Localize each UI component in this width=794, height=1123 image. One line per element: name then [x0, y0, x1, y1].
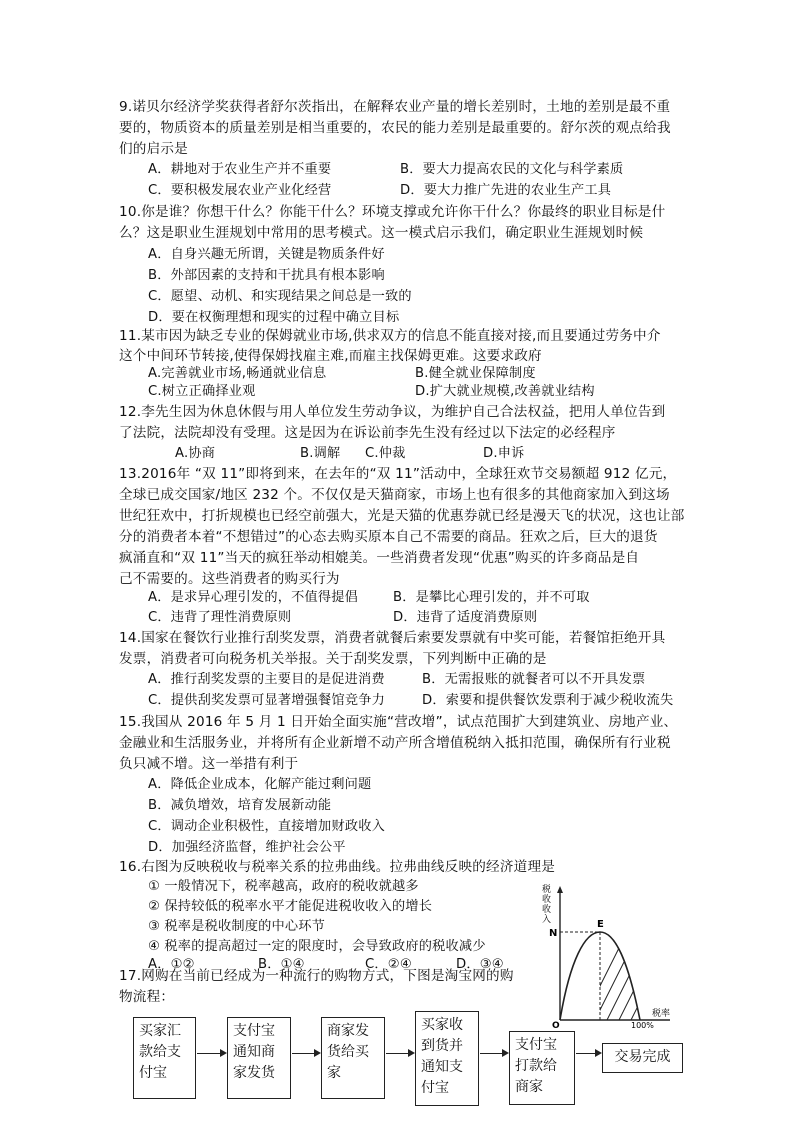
q13-stem-line: 世纪狂欢中，打折规模也已经空前强大，光是天猫的优惠券就已经是漫天飞的状况，这也让部: [119, 508, 685, 524]
q10-stem-line: 10.你是谁？你想干什么？你能干什么？环境支撑或允许你干什么？你最终的职业目标是什: [119, 204, 666, 220]
q13-stem-line: 全球已成交国家/地区 232 个。不仅仅是天猫商家，市场上也有很多的其他商家加入到这场: [119, 487, 670, 503]
q13-option-c: C．违背了理性消费原则: [148, 610, 292, 625]
q16-option-c: C．②④: [365, 957, 412, 972]
q16-statement-3: ③ 税率是税收制度的中心环节: [148, 919, 326, 934]
flow-arrow: [197, 1053, 225, 1054]
q13-stem-line: 己不需要的。这些消费者的购买行为: [119, 571, 340, 587]
q11-option-c: C.树立正确择业观: [148, 384, 256, 399]
q17-stem-line: 17.网购在当前已经成为一种流行的购物方式，下图是淘宝网的购: [119, 968, 514, 984]
origin-label: O: [552, 1021, 560, 1030]
flow-step-6: 交易完成: [602, 1043, 683, 1073]
y-axis-arrow: [557, 886, 563, 893]
q10-option-d: D．要在权衡理想和现实的过程中确立目标: [148, 310, 400, 325]
q14-option-a: A．推行刮奖发票的主要目的是促进消费: [148, 672, 385, 687]
q14-stem-line: 发票，消费者可向税务机关举报。关于刮奖发票，下列判断中正确的是: [119, 651, 547, 667]
q16-option-b: B．①④: [258, 957, 305, 972]
q15-option-b: B．减负增效，培育发展新动能: [148, 798, 332, 813]
flow-arrow: [480, 1053, 507, 1054]
q17-stem-line: 物流程：: [119, 989, 175, 1005]
q16-option-a: A．①②: [148, 957, 195, 972]
q16-stem-line: 16.右图为反映税收与税率关系的拉弗曲线。拉弗曲线反映的经济道理是: [119, 859, 556, 875]
q9-option-c: C．要积极发展农业产业化经营: [148, 183, 332, 198]
q10-stem-line: 么？这是职业生涯规划中常用的思考模式。这一模式启示我们，确定职业生涯规划时候: [119, 225, 644, 241]
q12-option-b: B.调解: [300, 446, 341, 461]
q14-option-b: B．无需报账的就餐者可以不开具发票: [422, 672, 646, 687]
q12-option-a: A.协商: [175, 446, 216, 461]
q11-option-a: A.完善就业市场,畅通就业信息: [148, 366, 327, 381]
q14-option-d: D．索要和提供餐饮发票利于减少税收流失: [422, 693, 674, 708]
flow-step-4: 买家收到货并通知支付宝: [415, 1011, 479, 1106]
x-max-label: 100%: [631, 1021, 654, 1030]
q9-stem-line: 要的，物质资本的质量差别是相当重要的，农民的能力差别是最重要的。舒尔茨的观点给我: [119, 120, 671, 136]
x-axis-label: 税率: [652, 1009, 671, 1019]
q16-statement-1: ① 一般情况下，税率越高，政府的税收就越多: [148, 879, 419, 894]
q10-option-b: B．外部因素的支持和干扰具有根本影响: [148, 268, 385, 283]
q9-option-d: D．要大力推广先进的农业生产工具: [400, 183, 612, 198]
flow-arrow: [292, 1053, 319, 1054]
q16-statement-4: ④ 税率的提高超过一定的限度时，会导致政府的税收减少: [148, 939, 486, 954]
q9-option-a: A．耕地对于农业生产并不重要: [148, 162, 332, 177]
q11-stem-line: 这个中间环节转接,使得保姆找雇主难,而雇主找保姆更难。这要求政府: [119, 348, 542, 364]
flow-arrow: [576, 1053, 600, 1054]
q13-option-a: A．是求异心理引发的，不值得提倡: [148, 590, 359, 605]
q13-stem-line: 13.2016年 “双 11”即将到来，在去年的“双 11”活动中，全球狂欢节交易额超 912 亿元，: [119, 466, 677, 482]
y-axis-label-char: 入: [542, 915, 552, 925]
q11-stem-line: 11.某市因为缺乏专业的保姆就业市场,供求双方的信息不能直接对接,而且要通过劳务中介: [119, 328, 661, 344]
q13-stem-line: 分的消费者本着“不想错过”的心态去购买原本自己不需要的商品。狂欢之后，巨大的退货: [119, 529, 658, 545]
q13-stem-line: 疯涌直和“双 11”当天的疯狂举动相媲美。一些消费者发现“优惠”购买的许多商品是自: [119, 550, 640, 566]
q15-option-d: D．加强经济监督，维护社会公平: [148, 840, 346, 855]
q12-option-d: D.申诉: [483, 446, 525, 461]
q14-stem-line: 14.国家在餐饮行业推行刮奖发票，消费者就餐后索要发票就有中奖可能，若餐馆拒绝开具: [119, 630, 666, 646]
n-label: N: [549, 928, 558, 939]
q15-stem-line: 15.我国从 2016 年 5 月 1 日开始全面实施“营改增”，试点范围扩大到建筑业、房地产业、: [119, 714, 678, 730]
laffer-curve: [560, 932, 640, 1020]
y-axis-label-char: 税: [542, 885, 552, 895]
flow-step-1: 买家汇款给支付宝: [133, 1017, 196, 1099]
q10-option-a: A．自身兴趣无所谓，关键是物质条件好: [148, 247, 385, 262]
flow-arrow: [386, 1053, 413, 1054]
flow-step-2: 支付宝通知商家发货: [227, 1017, 291, 1099]
q16-statement-2: ② 保持较低的税率水平才能促进税收收入的增长: [148, 899, 433, 914]
q15-stem-line: 金融业和生活服务业，并将所有企业新增不动产所含增值税纳入抵扣范围，确保所有行业税: [119, 735, 671, 751]
q12-option-c: C.仲裁: [365, 446, 406, 461]
q15-option-a: A．降低企业成本，化解产能过剩问题: [148, 777, 372, 792]
q15-option-c: C．调动企业积极性，直接增加财政收入: [148, 819, 385, 834]
laffer-curve-figure: [540, 880, 680, 1030]
flow-step-5: 支付宝打款给商家: [509, 1031, 575, 1105]
q10-option-c: C．愿望、动机、和实现结果之间总是一致的: [148, 289, 412, 304]
q9-stem-line: 们的启示是: [119, 141, 188, 157]
q12-stem-line: 了法院，法院却没有受理。这是因为在诉讼前李先生没有经过以下法定的必经程序: [119, 425, 616, 441]
q13-option-d: D．违背了适度消费原则: [393, 610, 538, 625]
flow-step-3: 商家发货给买家: [321, 1017, 385, 1099]
q13-option-b: B．是攀比心理引发的，并不可取: [393, 590, 590, 605]
q14-option-c: C．提供刮奖发票可显著增强餐馆竞争力: [148, 693, 385, 708]
q11-option-d: D.扩大就业规模,改善就业结构: [415, 384, 595, 399]
e-label: E: [597, 919, 604, 930]
y-axis-label-char: 收: [542, 905, 552, 915]
q9-option-b: B．要大力提高农民的文化与科学素质: [400, 162, 624, 177]
q11-option-b: B.健全就业保障制度: [415, 366, 536, 381]
q15-stem-line: 负只减不增。这一举措有利于: [119, 756, 299, 772]
y-axis-label-char: 收: [542, 895, 552, 905]
q9-stem-line: 9.诺贝尔经济学奖获得者舒尔茨指出，在解释农业产量的增长差别时，土地的差别是最不重: [119, 99, 671, 115]
q16-option-d: D．③④: [456, 957, 504, 972]
q12-stem-line: 12.李先生因为休息休假与用人单位发生劳动争议，为维护自己合法权益，把用人单位告到: [119, 404, 666, 420]
